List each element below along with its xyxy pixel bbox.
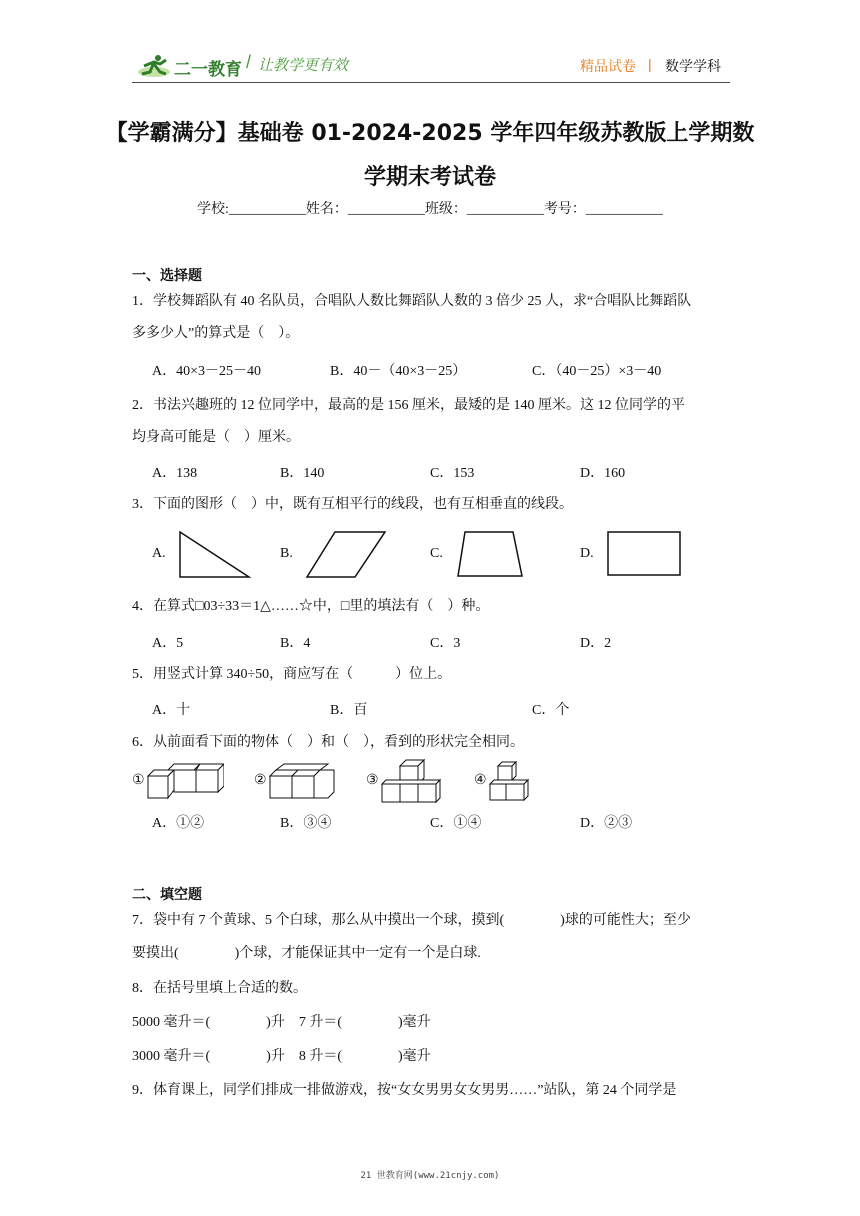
- rectangle-shape: [606, 530, 682, 578]
- q2-option-b[interactable]: B．140: [280, 466, 325, 481]
- page-title-line2: 学期末考试卷: [363, 165, 496, 190]
- page-footer: 21 世教育网(www.21cnjy.com): [360, 1171, 500, 1181]
- q2-line1: 2．书法兴趣班的 12 位同学中，最高的是 156 厘米，最矮的是 140 厘米。这 12 位同学的平: [132, 398, 685, 413]
- trapezoid-shape: [455, 530, 525, 580]
- q1-line2: 多多少人”的算式是（ ）。: [132, 326, 300, 341]
- q2-option-a[interactable]: A．138: [152, 466, 198, 481]
- q1-line1: 1．学校舞蹈队有 40 名队员，合唱队人数比舞蹈队人数的 3 倍少 25 人，求“合唱队比舞蹈队: [132, 294, 692, 309]
- q8-line3: 3000 毫升＝( )升 8 升＝( )毫升: [132, 1049, 431, 1064]
- q6-option-d[interactable]: D．②③: [580, 816, 633, 831]
- q3-option-d[interactable]: D.: [580, 546, 594, 561]
- q7-line2: 要摸出( )个球，才能保证其中一定有一个是白球.: [132, 946, 481, 961]
- q4-option-d[interactable]: D．2: [580, 636, 612, 651]
- q4-option-a[interactable]: A．5: [152, 636, 184, 651]
- slogan: 让教学更有效: [258, 57, 349, 74]
- q1-option-a[interactable]: A．40×3－25－40: [152, 364, 262, 379]
- right-triangle-shape: [178, 530, 252, 580]
- q3-option-c[interactable]: C.: [430, 546, 443, 561]
- q1-option-b[interactable]: B．40－（40×3－25）: [330, 364, 467, 379]
- tag-premium: 精品试卷: [580, 58, 636, 74]
- q2-line2: 均身高可能是（ ）厘米。: [132, 430, 300, 445]
- q3-option-b[interactable]: B.: [280, 546, 293, 561]
- q5-line1: 5．用竖式计算 340÷50，商应写在（ ）位上。: [132, 667, 452, 682]
- section-fill-title: 二、填空题: [132, 887, 202, 903]
- q2-option-c[interactable]: C．153: [430, 466, 475, 481]
- q4-line1: 4．在算式□03÷33＝1△……☆中，□里的填法有（ ）种。: [132, 599, 490, 614]
- cube-stack-4: [488, 758, 530, 804]
- parallelogram-shape: [305, 530, 387, 580]
- q3-option-a[interactable]: A.: [152, 546, 166, 561]
- q7-line1: 7．袋中有 7 个黄球、5 个白球，那么从中摸出一个球，摸到( )球的可能性大；至少: [132, 913, 691, 928]
- figure-2-label: ②: [254, 773, 267, 788]
- q4-option-b[interactable]: B．4: [280, 636, 311, 651]
- q5-option-a[interactable]: A．十: [152, 703, 191, 718]
- q6-option-a[interactable]: A．①②: [152, 816, 205, 831]
- header-rule: [132, 82, 730, 83]
- figure-3-label: ③: [366, 773, 379, 788]
- q8-line2: 5000 毫升＝( )升 7 升＝( )毫升: [132, 1015, 431, 1030]
- q6-line1: 6．从前面看下面的物体（ ）和（ ），看到的形状完全相同。: [132, 735, 524, 750]
- slogan-divider: /: [246, 52, 252, 72]
- page-title-line1: 【学霸满分】基础卷 01-2024-2025 学年四年级苏教版上学期数: [105, 121, 755, 146]
- q2-option-d[interactable]: D．160: [580, 466, 626, 481]
- cube-stack-1: [146, 762, 224, 802]
- tag-subject: 数学学科: [665, 58, 721, 74]
- q3-line1: 3．下面的图形（ ）中，既有互相平行的线段，也有互相垂直的线段。: [132, 497, 573, 512]
- brand-name: 二一教育: [174, 60, 242, 80]
- tag-divider: |: [648, 56, 652, 72]
- q6-option-b[interactable]: B．③④: [280, 816, 332, 831]
- section-choice-title: 一、选择题: [132, 268, 202, 284]
- q4-option-c[interactable]: C．3: [430, 636, 461, 651]
- student-info-line: 学校:___________姓名：___________班级：___________考号：___________: [197, 202, 663, 217]
- figure-1-label: ①: [132, 773, 145, 788]
- q6-option-c[interactable]: C．①④: [430, 816, 482, 831]
- q1-option-c[interactable]: C．（40－25）×3－40: [532, 364, 662, 379]
- q5-option-c[interactable]: C．个: [532, 703, 570, 718]
- brand-logo: [136, 52, 246, 80]
- figure-4-label: ④: [474, 773, 487, 788]
- cube-stack-3: [380, 758, 442, 804]
- q8-line1: 8．在括号里填上合适的数。: [132, 981, 307, 996]
- q5-option-b[interactable]: B．百: [330, 703, 368, 718]
- cube-stack-2: [268, 762, 338, 802]
- q9-line1: 9．体育课上，同学们排成一排做游戏，按“女女男男女女男男……”站队，第 24 个同学是: [132, 1083, 677, 1098]
